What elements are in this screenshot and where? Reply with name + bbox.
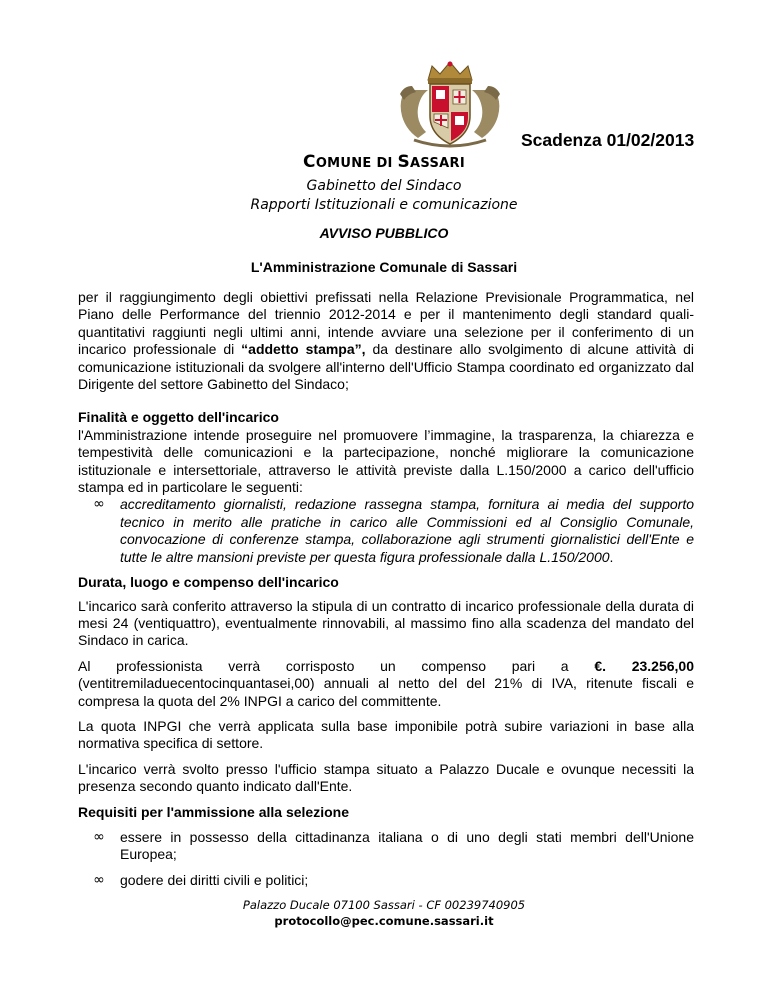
- municipality-title: [0, 152, 768, 172]
- office-line: Rapporti Istituzionali e comunicazione: [250, 197, 518, 213]
- compensation-text-end: (ventitremiladuecentocinquantasei,00) annuali al netto del del 21% di IVA, ritenute fiscali e compresa la quota del 2% INPGI a carico del committente.: [78, 675, 694, 709]
- infinity-bullet-icon: ∞: [93, 496, 105, 513]
- infinity-bullet-icon: ∞: [93, 828, 105, 845]
- role-title: “addetto stampa”,: [241, 341, 366, 358]
- compensation-amount: €. 23.256,00: [594, 657, 694, 674]
- document-body: [78, 289, 694, 889]
- title-part: OMUNE DI: [315, 156, 398, 171]
- coat-of-arms-logo: [392, 60, 508, 152]
- notice-title: AVVISO PUBBLICO: [319, 225, 449, 241]
- list-item-text: essere in possesso della cittadinanza italiana o di uno degli stati membri dell'Unione Europea;: [120, 828, 694, 863]
- office-line: Gabinetto del Sindaco: [306, 178, 462, 194]
- durata-paragraph-4: L'incarico verrà svolto presso l'ufficio stampa situato a Palazzo Ducale e ovunque necessiti la presenza secondo quanto indicato dall'Ente.: [78, 760, 694, 795]
- office-name: [0, 177, 768, 215]
- compensation-text: Al professionista verrà corrisposto un compenso pari a: [78, 657, 595, 674]
- footer-email: protocollo@pec.comune.sassari.it: [274, 914, 494, 928]
- durata-paragraph-3: La quota INPGI che verrà applicata sulla base imponibile potrà subire variazioni in base alla normativa specifica di settore.: [78, 717, 694, 752]
- duties-end: .: [609, 548, 614, 565]
- list-item: [78, 829, 694, 864]
- intro-text: per il raggiungimento degli obiettivi prefissati nella Relazione Previsionale Programmatica, nel Piano delle Performance del triennio 2012-2014 e per il mantenimento degli standard quali-quantitativi raggiunti negli ultimi anni, intende avviare una selezione per il conferimento di un incarico professionale di: [78, 289, 694, 358]
- title-part: ASSARI: [410, 156, 465, 171]
- durata-paragraph-2: [78, 658, 694, 710]
- duties-text: accreditamento giornalisti, redazione rassegna stampa, fornitura ai media del supporto tecnico in merito alle pratiche in carico alle Commissioni ed al Consiglio Comunale, convocazione di conferenze stampa, collaborazione agli strumenti giornalistici dell'Ente e tutte le altre mansioni previste per questa figura professionale dalla L.150/2000: [120, 496, 694, 565]
- list-item: [78, 872, 694, 889]
- durata-paragraph-1: L'incarico sarà conferito attraverso la stipula di un contratto di incarico professionale della durata di mesi 24 (ventiquattro), eventualmente rinnovabili, al massimo fino alla scadenza del mandato del Sindaco in carica.: [78, 597, 694, 649]
- page-footer: [0, 897, 768, 929]
- administration-heading: L'Amministrazione Comunale di Sassari: [250, 259, 518, 275]
- list-item-text: godere dei diritti civili e politici;: [120, 871, 309, 888]
- infinity-bullet-icon: ∞: [93, 871, 105, 888]
- title-initial: C: [303, 152, 316, 172]
- section-heading-durata: Durata, luogo e compenso dell'incarico: [78, 574, 339, 591]
- section-heading-finalita: Finalità e oggetto dell'incarico: [78, 409, 279, 426]
- finalita-paragraph: l'Amministrazione intende proseguire nel promuovere l’immagine, la trasparenza, la chiarezza e tempestività delle comunicazioni e la partecipazione, nonché migliorare la comunicazione istituzionale e intersettoriale, attraverso le attività previste dalla L.150/2000 a carico dell'ufficio stampa ed in particolare le seguenti:: [78, 426, 694, 496]
- title-initial: S: [397, 152, 411, 172]
- list-item: [78, 496, 694, 566]
- footer-address: Palazzo Ducale 07100 Sassari - CF 00239740905: [242, 898, 526, 912]
- deadline-label: Scadenza 01/02/2013: [521, 130, 695, 150]
- intro-paragraph: [78, 289, 694, 393]
- list-item-text: [120, 496, 694, 566]
- intro-text-end: da destinare allo svolgimento di alcune attività di comunicazione istituzionali da svolgere all'interno dell'Ufficio Stampa coordinato ed organizzato dal Dirigente del settore Gabinetto del Sindaco;: [78, 341, 694, 393]
- section-heading-requisiti: Requisiti per l'ammissione alla selezione: [78, 803, 349, 820]
